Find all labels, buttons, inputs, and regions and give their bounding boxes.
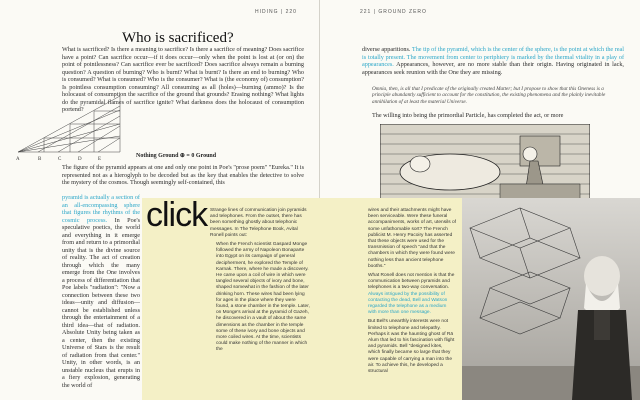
- insert-column-2: [368, 208, 456, 375]
- after-quote-line: [372, 112, 622, 120]
- insert-col2-a: wires and their attachments might have been serviceable. Were these funeral accompaniments, works of art, utensils of some unfathomable sort? The French publicist M. Henry Pacoiry has asserted that these objects were used for the transmission of speech "and that the chambers in which they were found were nothing less than ancient telephone booths.": [368, 208, 456, 269]
- bell-kite-photograph: [460, 198, 640, 400]
- left-page-header: HIDING | 220: [255, 9, 297, 15]
- body-column: [62, 194, 140, 389]
- section-subhead: Nothing Ground ⊕ = 0 Ground: [136, 153, 217, 159]
- diagram-letter-d: D: [78, 157, 82, 162]
- body-paragraph-1: [62, 164, 304, 187]
- page-title: Who is sacrificed?: [122, 30, 234, 46]
- click-heading: click: [146, 196, 208, 234]
- insert-column-1: [210, 208, 310, 354]
- diagram-letter-a: A: [16, 157, 20, 162]
- right-top-paragraph: [362, 46, 624, 76]
- eureka-quote: Omnia, then, is all that I predicate of the originally created Matter; but I propose to show that this Oneness is a principle abundantly sufficient to account for the constitution, the existing phenomena and the plainly inevitable annihilation of at least the material Universe.: [372, 86, 606, 105]
- intro-text: What is sacrificed? Is there a meaning to sacrifice? Is there a sacrifice of meaning? Does sacrifice have a point? Can sacrifice occur—if it does occur—only when the point is lost at (or on) the point of pointlessness? Can sacrifice ever be sacrificed? Does sacrifice always remain a burning question? A question of burning? Who is burnt? What is burnt? Is there an end to burning? Who is consumed? What is consumed? Who is the consumer? What is (the economy of) consumption? Is pointless consumption consuming? All consuming as all (holes)—burning (ammo)? Is the holocaust of consumption the sacrifice of the ground that grounds? Erasing nothing? What lights do the pyramidal flames of sacrifice ignite? What darkness does the holocaust of consumption portend?: [62, 46, 304, 113]
- body-text-1: The figure of the pyramid appears at one and only one point in Poe's "prose poem" "Eureka." It is represented not as a hieroglyph to be decoded but as the key that enables the detective to solve the mystery of the cosmos. Though seemingly self-contained, this: [62, 164, 304, 186]
- diagram-letter-c: C: [58, 157, 62, 162]
- right-top-highlight: The tip of the pyramid, which is the center of the sphere, is the point at which the real is totally present. The movement from center to periphiery is marked by the thermal vitality in a play of appearances.: [362, 46, 625, 68]
- right-top-rest: Appearances, however, are no more stable than their origin. Having originated in lack, appearances seek reunion with the One they are missing.: [362, 61, 624, 76]
- insert-col1-intro: Strange lines of communication join pyramids and telephones. From the outset, there has been something ghostly about telephonic messages. In The Telephone Book, Avital Ronell points out:: [210, 208, 307, 238]
- pyramid-highlight: pyramid is actually a section of an all-encompassing sphere that figures the rhythms of the cosmic process.: [62, 194, 140, 224]
- diagram-letter-b: B: [38, 157, 42, 162]
- insert-col1-quote: When the French scientist Gaspard Monge followed the army of Napoleon Bonaparte into Egypt on its campaign of general decipherment, he explored the Temple of Karnak. There, where he made a discovery. He came upon a coil of wire in which were tangled several objects of ivory and bone, shaped somewhat in the fashion of the later drinking horn. These wires had been lying for ages in the place where they were found, a stone chamber in the temple. Later, on Monge's arrival at the pyramid of Gazeh, he discovered in a vault of about the same dimensions as the chamber in the temple some of these ivory and bone objects and more coiled wires. At the time, scientists could make nothing of the manner in which the: [216, 242, 310, 353]
- right-page-header: 221 | GROUND ZERO: [360, 9, 427, 15]
- insert-col2-c: But Bell's unearthly interests were not limited to telephone and telepathy. Perhaps it was the haunting ghost of Rä Alum that led to his fascination with flight and pyramids. Bell "designed kites, which finally became so large that they were capable of carrying a man into the air. To achieve this, he developed a structural: [368, 319, 455, 375]
- body-text-2: In Poe's speculative poetics, the world and everything in it emerge from and return to a primordial unity that is the divine source of reality. The act of creation through which the many emerge from the One involves a process of differentiation that Poe labels "radiation": "Now a connection between these two ideas—unity and diffusion—cannot be established unless through the entertainment of a third idea—that of radiation. Absolute Unity being taken as a center, then the existing Universe of Stars is the result of radiation from that center." Unity, in other words, is an unstable nucleus that erupts in a fiery explosion, generating the world of: [62, 216, 140, 389]
- after-quote-text: The willing into being the primordial Particle, has completed the act, or more: [372, 112, 564, 119]
- woodcut-engraving: [380, 124, 590, 202]
- insert-col2-b: What Ronell does not mention is that the communication between pyramids and telephones is a two-way conversation.: [368, 273, 455, 291]
- right-top-plain: diverse apparitions.: [362, 46, 411, 53]
- diagram-letter-e: E: [98, 157, 102, 162]
- perspective-grid-diagram: [14, 86, 130, 164]
- insert-col2-highlight: Always intrigued by the possibility of contacting the dead, Bell and Watson regarded the telephone as a medium with more than one message.: [368, 291, 448, 316]
